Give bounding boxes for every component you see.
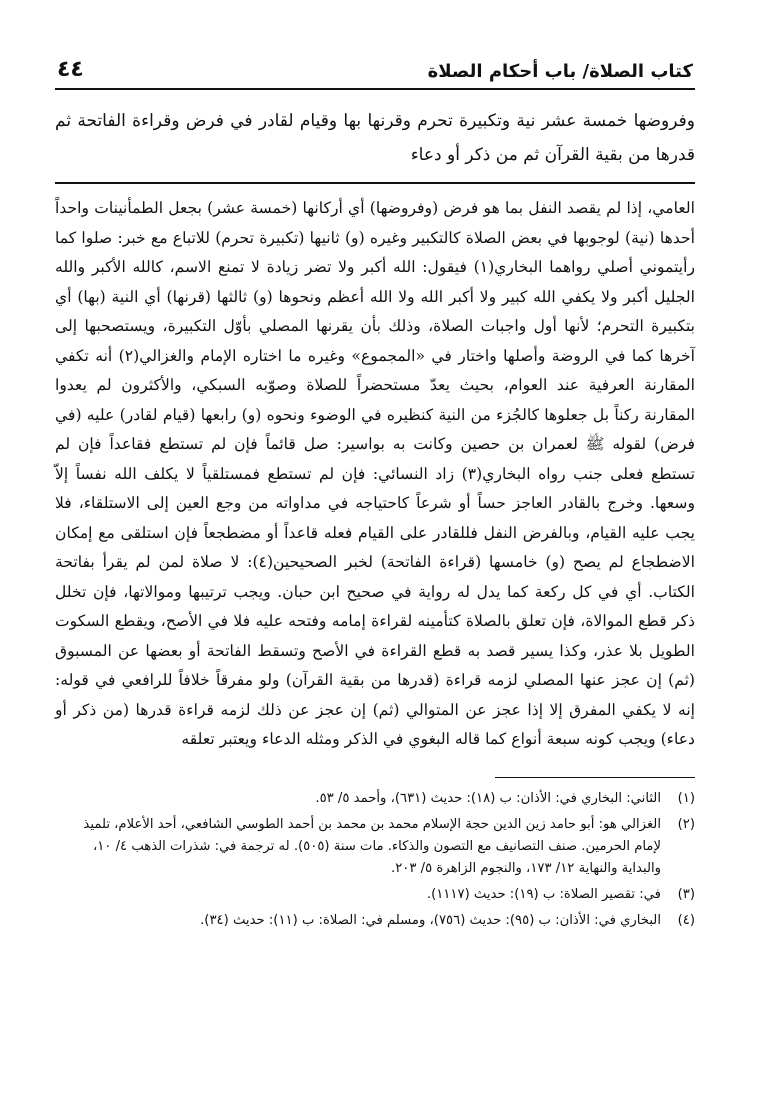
footnote-number: (٤) [677, 912, 695, 928]
book-page [55, 40, 695, 936]
footnote-separator [495, 777, 695, 778]
commentary-paragraph: العامي، إذا لم يقصد النفل بما هو فرض (وفروضها) أي أركانها (خمسة عشر) بجعل الطمأنينات واحداً أحدها (نية) لوجوبها في بعض الصلاة كالتكبير وغيره (و) ثانيها (تكبيرة تحرم) للاتباع مع خبر: صلوا كما رأيتموني أصلي رواهما البخاري(١) فيقول: الله أكبر ولا تضر زيادة لا تمنع الاسم، كالله الأكبر والله الجليل أكبر ولا يكفي الله كبير ولا أكبر الله ولا الله أعظم ونحوها (و) ثالثها (قرنها) أي النية (بها) أي بتكبيرة التحرم؛ لأنها أول واجبات الصلاة، وذلك بأن يقرنها المصلي بأوّل التكبيرة، ويستصحبها إلى آخرها كما في الروضة وأصلها واختار في «المجموع» وغيره ما اختاره الإمام والغزالي(٢) أنه تكفي المقارنة العرفية عند العوام، بحيث يعدّ مستحضراً للصلاة وصوّبه السبكي، والأكثرون لم يعدوا المقارنة ركناً بل جعلوها كالجُزء من النية كنظيره في الوضوء ونحوه (و) رابعها (قيام لقادر) عليه (في فرض) لقوله ﷺ لعمران بن حصين وكانت به بواسير: صل قائماً فإن لم تستطع فقاعداً فإن لم تستطع فعلى جنب رواه البخاري(٣) زاد النسائي: فإن لم تستطع فمستلقياً لا يكلف الله نفساً إلاّ وسعها. وخرج بالقادر العاجز حساً أو شرعاً كاحتياجه في مداواته من وجع العين إلى الاستلقاء، فلا يجب عليه القيام، وبالفرض النفل فللقادر على القيام فعله قاعداً أو مضطجعاً فإن استلقى مع إمكان الاضطجاع لم يصح (و) خامسها (قراءة الفاتحة) لخبر الصحيحين(٤): لا صلاة لمن لم يقرأ بفاتحة الكتاب. أي في كل ركعة كما يدل له رواية في صحيح ابن حبان. ويجب ترتيبها وموالاتها، فإن تخلل ذكر قطع الموالاة، فإن تعلق بالصلاة كتأمينه لقراءة إمامه وفتحه عليه فلا في الأصح، ويقطع السكوت الطويل بلا عذر، وكذا يسير قصد به قطع القراءة في الأصح وتسقط الفاتحة أو بعضها عن المسبوق (ثم) إن عجز عنها المصلي لزمه قراءة (قدرها من بقية القرآن) ولو مفرقاً خلافاً للرافعي في قوله: إنه لا يكفي المفرق إلا إذا عجز عن المتوالي (ثم) إن عجز عن ذلك لزمه قراءة قدرها (من ذكر أو دعاء) ويجب كونه سبعة أنواع كما قاله البغوي في الذكر ومثله الدعاء ويعتبر تعلقه [55, 199, 695, 748]
footnote-text: الغزالي هو: أبو حامد زين الدين حجة الإسلام محمد بن محمد بن أحمد الطوسي الشافعي، أحد الأعلام، تلميذ لإمام الحرمين. صنف التصانيف مع التصون والذكاء. مات سنة (٥٠٥). له ترجمة في: شذرات الذهب ٤/ ١٠، والبداية والنهاية ١٢/ ١٧٣، والنجوم الزاهرة ٥/ ٢٠٣. [83, 816, 661, 876]
footnote [55, 884, 695, 906]
commentary-text [55, 194, 695, 755]
page-header [55, 40, 695, 90]
running-title: كتاب الصلاة/ باب أحكام الصلاة [427, 61, 693, 82]
footnote [55, 788, 695, 810]
footnote-number: (٢) [677, 816, 695, 832]
footnote [55, 814, 695, 880]
footnote [55, 910, 695, 932]
matn-text: وفروضها خمسة عشر نية وتكبيرة تحرم وقرنها بها وقيام لقادر في فرض وقراءة الفاتحة ثم قدرها من بقية القرآن ثم من ذكر أو دعاء [55, 104, 695, 184]
footnote-number: (٣) [677, 886, 695, 902]
footnote-text: الثاني: البخاري في: الأذان: ب (١٨): حديث (٦٣١)، وأحمد ٥/ ٥٣. [315, 790, 661, 806]
page-number: ٤٤ [57, 57, 84, 82]
footnote-text: البخاري في: الأذان: ب (٩٥): حديث (٧٥٦)، ومسلم في: الصلاة: ب (١١): حديث (٣٤). [200, 912, 661, 928]
footnote-number: (١) [677, 790, 695, 806]
footnotes [55, 788, 695, 932]
footnote-text: في: تقصير الصلاة: ب (١٩): حديث (١١١٧). [426, 886, 661, 902]
